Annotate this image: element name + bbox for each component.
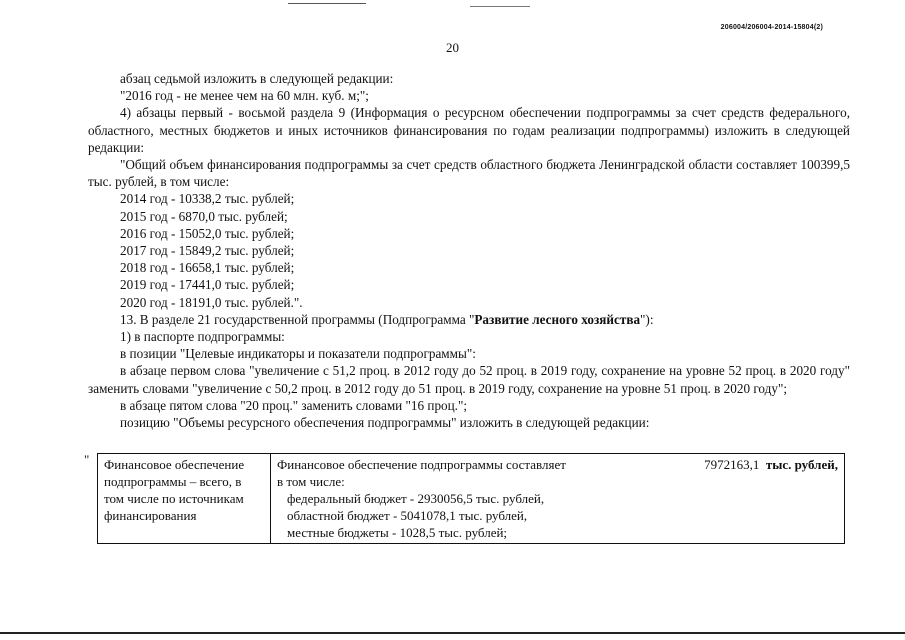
paragraph-2: "2016 год - не менее чем на 60 млн. куб. м;"; xyxy=(120,88,369,104)
source-line: областной бюджет - 5041078,1 тыс. рублей, xyxy=(287,508,528,523)
paragraph-1: абзац седьмой изложить в следующей редакции: xyxy=(120,71,394,86)
paragraph-passport: 1) в паспорте подпрограммы: xyxy=(120,329,285,345)
financing-continuation: в том числе: xyxy=(277,474,345,489)
financing-total-text: Финансовое обеспечение подпрограммы составляет xyxy=(277,457,566,472)
year-item: 2014 год - 10338,2 тыс. рублей; xyxy=(120,191,295,207)
opening-quote: " xyxy=(84,452,90,467)
year-list xyxy=(88,190,850,310)
paragraph-4: "Общий объем финансирования подпрограммы за счет средств областного бюджета Ленинградской области составляет 100399,5 тыс. рублей, в том числе: xyxy=(88,157,850,190)
table-row xyxy=(98,454,845,544)
paragraph-3: 4) абзацы первый - восьмой раздела 9 (Информация о ресурсном обеспечении подпрограммы за счет средств федерального, областного, местных бюджетов и иных источников финансирования по годам реализации подпрограммы) изложить в следующей редакции: xyxy=(88,105,850,155)
paragraph-section-13 xyxy=(88,311,850,328)
source-line: федеральный бюджет - 2930056,5 тыс. рублей, xyxy=(287,491,545,506)
year-item: 2017 год - 15849,2 тыс. рублей; xyxy=(120,243,295,259)
scan-artifact-top-2 xyxy=(470,6,530,7)
year-item: 2020 год - 18191,0 тыс. рублей.". xyxy=(120,294,303,310)
scan-artifact-bottom xyxy=(0,632,905,634)
paragraph-replace-1: в абзаце первом слова "увеличение с 51,2 проц. в 2012 году до 52 проц. в 2019 году, сохранение на уровне 52 проц. в 2020 году" заменить словами "увеличение с 50,2 проц. в 2012 году до 51 проц. в 2019 году, сохранение на уровне 51 проц. в 2020 году"; xyxy=(88,363,850,396)
document-body xyxy=(88,70,850,431)
total-amount-unit: тыс. рублей, xyxy=(765,457,838,472)
section-13-prefix: 13. В разделе 21 государственной программы (Подпрограмма " xyxy=(120,311,475,327)
year-item: 2016 год - 15052,0 тыс. рублей; xyxy=(120,225,295,241)
financing-total-line xyxy=(277,456,838,473)
source-line: местные бюджеты - 1028,5 тыс. рублей; xyxy=(287,525,508,540)
page-number: 20 xyxy=(446,40,459,55)
table-cell-content xyxy=(271,454,845,544)
year-item: 2019 год - 17441,0 тыс. рублей; xyxy=(120,277,295,293)
year-item: 2015 год - 6870,0 тыс. рублей; xyxy=(120,208,288,224)
resource-table xyxy=(97,453,845,544)
section-13-suffix: "): xyxy=(640,311,654,327)
paragraph-resources: позицию "Объемы ресурсного обеспечения подпрограммы" изложить в следующей редакции: xyxy=(120,415,650,431)
subprogram-title: Развитие лесного хозяйства xyxy=(474,311,641,327)
total-amount-value: 7972163,1 xyxy=(704,457,760,472)
document-id: 206004/206004-2014-15804(2) xyxy=(720,24,823,31)
paragraph-indicators: в позиции "Целевые индикаторы и показатели подпрограммы": xyxy=(120,346,476,362)
table-cell-label: Финансовое обеспечение подпрограммы – всего, в том числе по источникам финансирования xyxy=(98,454,271,544)
paragraph-replace-2: в абзаце пятом слова "20 проц." заменить словами "16 проц."; xyxy=(120,397,468,413)
financing-total-amount xyxy=(704,456,838,473)
scan-artifact-top xyxy=(288,3,366,4)
year-item: 2018 год - 16658,1 тыс. рублей; xyxy=(120,260,295,276)
